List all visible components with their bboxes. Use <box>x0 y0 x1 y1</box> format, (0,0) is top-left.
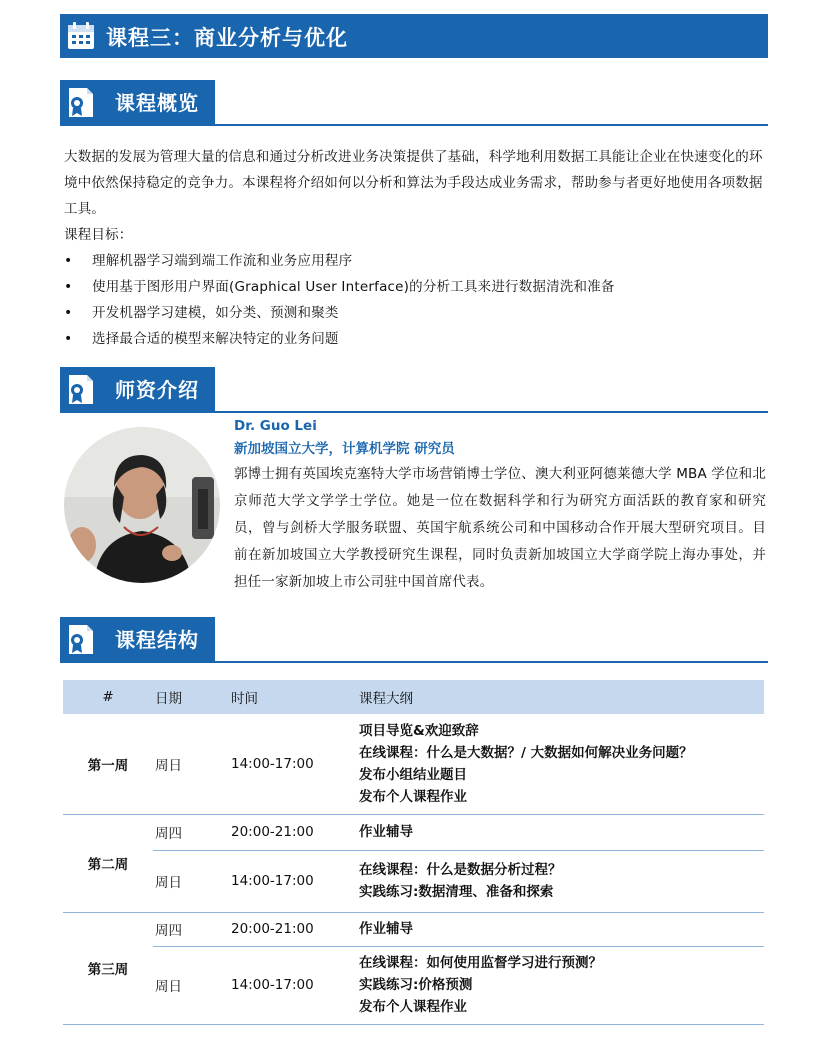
section-divider <box>60 124 768 126</box>
table-row <box>63 946 764 1024</box>
table-header-row <box>63 680 764 714</box>
list-item: • 使用基于图形用户界面(Graphical User Interface)的分析工具来进行数据清洗和准备 <box>64 274 770 300</box>
instructor-bio <box>234 415 766 596</box>
outline-line: 实践练习:数据清理、准备和探索 <box>359 884 554 900</box>
outline-line: 在线课程：什么是数据分析过程？ <box>359 862 562 878</box>
week-cell: 第三周 <box>63 912 153 1024</box>
outline-line: 发布小组结业题目 <box>359 766 467 783</box>
list-item: • 理解机器学习端到端工作流和业务应用程序 <box>64 248 770 274</box>
goals-label: 课程目标： <box>64 227 133 243</box>
column-header: 日期 <box>153 680 231 714</box>
week-cell: 第一周 <box>63 714 153 814</box>
instructor-description: 郭博士拥有英国埃克塞特大学市场营销博士学位、澳大利亚阿德莱德大学 MBA 学位和北京师范大学文学学士学位。她是一位在数据科学和行为研究方面活跃的教育家和研究员，曾与剑桥大学服务联盟、英国宇航系统公司和中国移动合作开展大型研究项目。目前在新加坡国立大学教授研究生课程，同时负责新加坡国立大学商学院上海办事处，并担任一家新加坡上市公司驻中国首席代表。 <box>234 466 766 590</box>
ribbon-badge-icon <box>65 373 97 406</box>
overview-paragraph: 大数据的发展为管理大量的信息和通过分析改进业务决策提供了基础，科学地利用数据工具能让企业在快速变化的环境中依然保持稳定的竞争力。本课程将介绍如何以分析和算法为手段达成业务需求，帮助参与者更好地使用各项数据工具。 <box>64 149 763 217</box>
goals-list <box>64 248 770 352</box>
outline-line: 作业辅导 <box>359 824 413 840</box>
column-header: # <box>63 680 153 714</box>
schedule-table-wrapper <box>63 680 764 1025</box>
outline-line: 在线课程：如何使用监督学习进行预测？ <box>359 955 602 971</box>
instructor-name: Dr. Guo Lei <box>234 418 317 434</box>
day-cell: 周日 <box>153 946 231 1024</box>
day-cell: 周日 <box>153 850 231 912</box>
calendar-icon <box>67 21 95 50</box>
list-item: • 开发机器学习建模，如分类、预测和聚类 <box>64 300 770 326</box>
outline-line: 项目导览&欢迎致辞 <box>359 722 479 739</box>
day-cell: 周四 <box>153 912 231 946</box>
column-header: 课程大纲 <box>359 680 764 714</box>
week-cell: 第二周 <box>63 814 153 912</box>
outline-cell <box>359 912 764 946</box>
time-cell: 20:00-21:00 <box>231 912 359 946</box>
time-cell: 14:00-17:00 <box>231 850 359 912</box>
table-row <box>63 814 764 850</box>
table-row <box>63 912 764 946</box>
section-divider <box>60 411 768 413</box>
faculty-heading: 师资介绍 <box>115 378 199 402</box>
course-title: 课程三：商业分析与优化 <box>106 26 348 50</box>
outline-line: 发布个人课程作业 <box>359 788 467 805</box>
ribbon-badge-icon <box>65 623 97 656</box>
course-title-bar <box>60 14 768 58</box>
list-item: • 选择最合适的模型来解决特定的业务问题 <box>64 326 770 352</box>
time-cell: 20:00-21:00 <box>231 814 359 850</box>
outline-cell <box>359 714 764 814</box>
day-cell: 周日 <box>153 714 231 814</box>
outline-cell <box>359 946 764 1024</box>
overview-body <box>64 144 770 352</box>
faculty-section-header <box>60 367 768 413</box>
day-cell: 周四 <box>153 814 231 850</box>
outline-line: 实践练习:价格预测 <box>359 977 473 993</box>
table-row <box>63 850 764 912</box>
overview-section-header <box>60 80 768 126</box>
structure-heading: 课程结构 <box>115 628 199 652</box>
table-row <box>63 714 764 814</box>
time-cell: 14:00-17:00 <box>231 946 359 1024</box>
overview-heading: 课程概览 <box>115 91 199 115</box>
column-header: 时间 <box>231 680 359 714</box>
ribbon-badge-icon <box>65 86 97 119</box>
section-divider <box>60 661 768 663</box>
instructor-portrait <box>64 427 220 583</box>
outline-cell <box>359 814 764 850</box>
outline-cell <box>359 850 764 912</box>
time-cell: 14:00-17:00 <box>231 714 359 814</box>
instructor-affiliation: 新加坡国立大学，计算机学院 研究员 <box>234 441 455 457</box>
schedule-table <box>63 680 764 1025</box>
outline-line: 在线课程：什么是大数据？/ 大数据如何解决业务问题？ <box>359 744 693 761</box>
structure-section-header <box>60 617 768 663</box>
outline-line: 发布个人课程作业 <box>359 999 467 1015</box>
outline-line: 作业辅导 <box>359 921 413 937</box>
